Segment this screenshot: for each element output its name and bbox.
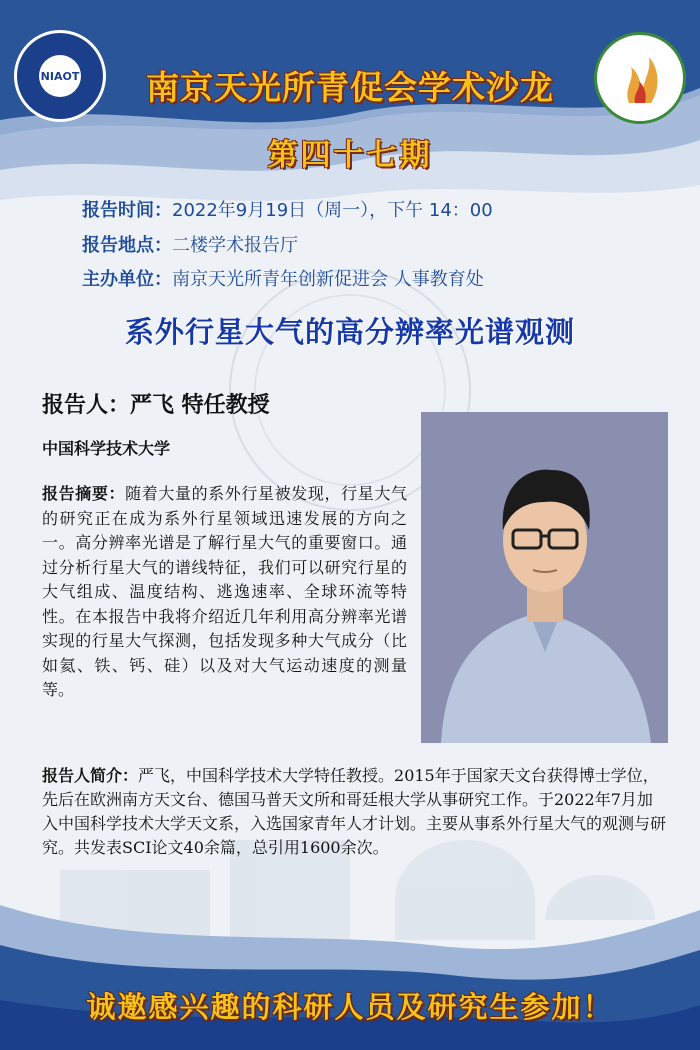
report-place — [82, 231, 298, 257]
report-host-value: 南京天光所青年创新促进会 人事教育处 — [172, 269, 484, 290]
report-place-value: 二楼学术报告厅 — [172, 235, 298, 256]
salon-title: 南京天光所青促会学术沙龙 — [146, 68, 554, 107]
speaker-line: 报告人：严飞 特任教授 — [42, 393, 270, 418]
speaker-affiliation: 中国科学技术大学 — [42, 439, 171, 458]
niaot-logo-text: NIAOT — [39, 55, 81, 97]
abstract-label: 报告摘要： — [42, 484, 126, 503]
talk-title: 系外行星大气的高分辨率光谱观测 — [124, 315, 575, 349]
speaker-bio — [42, 764, 667, 860]
invitation-footer: 诚邀感兴趣的科研人员及研究生参加！ — [86, 990, 614, 1024]
speaker-portrait-icon — [421, 412, 668, 743]
bio-text: 严飞，中国科学技术大学特任教授。2015年于国家天文台获得博士学位，先后在欧洲南方天文台、德国马普天文所和哥廷根大学从事研究工作。于2022年7月加入中国科学技术大学天文系，入选国家青年人才计划。主要从事系外行星大气的观测与研究。共发表SCI论文40余篇，总引用1600余次。 — [42, 766, 667, 857]
abstract — [42, 482, 407, 703]
report-time-value: 2022年9月19日（周一），下午 14：00 — [172, 200, 493, 221]
report-host — [82, 265, 484, 291]
abstract-text: 随着大量的系外行星被发现，行星大气的研究正在成为系外行星领域迅速发展的方向之一。高分辨率光谱是了解行星大气的重要窗口。通过分析行星大气的谱线特征，我们可以研究行星的大气组成、温度结构、逃逸速率、全球环流等特性。在本报告中我将介绍近几年利用高分辨率光谱实现的行星大气探测，包括发现多种大气成分（比如氦、铁、钙、硅）以及对大气运动速度的测量等。 — [42, 484, 407, 699]
bio-label: 报告人简介： — [42, 766, 139, 785]
issue-number: 第四十七期 — [267, 138, 433, 173]
report-time-label: 报告时间： — [82, 200, 172, 221]
report-time — [82, 196, 493, 222]
report-host-label: 主办单位： — [82, 269, 172, 290]
speaker-photo — [421, 412, 668, 743]
report-place-label: 报告地点： — [82, 235, 172, 256]
